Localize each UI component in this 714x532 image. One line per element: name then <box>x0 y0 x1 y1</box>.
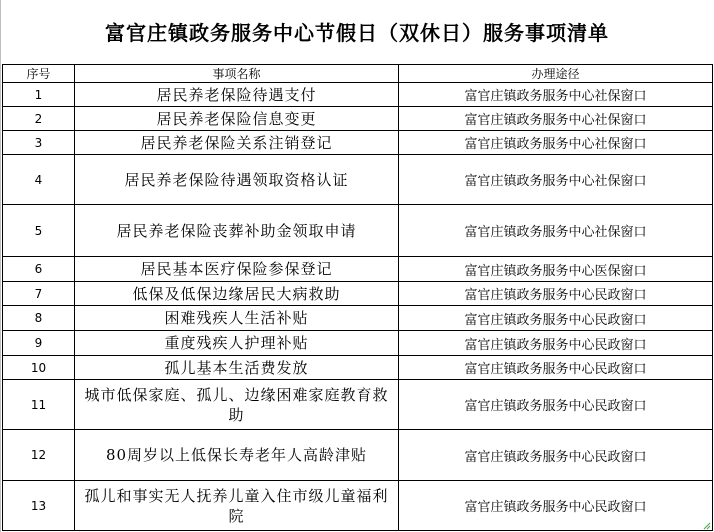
row-no: 3 <box>3 131 75 155</box>
table-row <box>3 107 713 131</box>
row-no: 12 <box>3 430 75 481</box>
header-name: 事项名称 <box>75 65 399 83</box>
row-no: 5 <box>3 205 75 257</box>
table-row <box>3 430 713 481</box>
row-name-text: 居民养老保险丧葬补助金领取申请 <box>116 221 357 240</box>
row-no: 13 <box>3 481 75 531</box>
row-name <box>75 83 399 107</box>
row-way: 富官庄镇政务服务中心民政窗口 <box>399 282 713 306</box>
row-way: 富官庄镇政务服务中心民政窗口 <box>399 380 713 430</box>
table-row <box>3 380 713 430</box>
table-row <box>3 83 713 107</box>
row-way: 富官庄镇政务服务中心民政窗口 <box>399 331 713 356</box>
row-name <box>75 306 399 331</box>
row-name-text: 低保及低保边缘居民大病救助 <box>132 284 341 303</box>
row-no: 11 <box>3 380 75 430</box>
table-row <box>3 155 713 205</box>
row-name-text: 居民养老保险待遇支付 <box>156 85 317 104</box>
row-no: 2 <box>3 107 75 131</box>
row-name <box>75 155 399 205</box>
row-name <box>75 257 399 282</box>
table-row <box>3 306 713 331</box>
row-no: 4 <box>3 155 75 205</box>
row-name-text: 80周岁以上低保长寿老年人高龄津贴 <box>105 446 368 464</box>
sheet-title: 富官庄镇政务服务中心节假日（双休日）服务事项清单 <box>105 21 609 45</box>
row-name <box>75 430 399 481</box>
row-way: 富官庄镇政务服务中心社保窗口 <box>399 205 713 257</box>
row-name-text: 城市低保家庭、孤儿、边缘困难家庭教育救助 <box>84 385 389 424</box>
row-no: 8 <box>3 306 75 331</box>
table-row <box>3 481 713 531</box>
row-name-text: 居民养老保险待遇领取资格认证 <box>124 170 349 189</box>
row-name-text: 居民养老保险信息变更 <box>156 109 317 128</box>
table-row <box>3 356 713 380</box>
row-way: 富官庄镇政务服务中心医保窗口 <box>399 257 713 282</box>
resize-grip-icon <box>703 522 711 530</box>
row-way: 富官庄镇政务服务中心社保窗口 <box>399 83 713 107</box>
row-name-text: 孤儿基本生活费发放 <box>164 358 309 377</box>
header-row <box>3 65 713 83</box>
row-no: 10 <box>3 356 75 380</box>
row-name <box>75 380 399 430</box>
row-name <box>75 205 399 257</box>
table-row <box>3 257 713 282</box>
table-row <box>3 131 713 155</box>
row-name <box>75 356 399 380</box>
table-row <box>3 331 713 356</box>
row-name-text: 困难残疾人生活补贴 <box>164 309 309 327</box>
table-row <box>3 205 713 257</box>
row-name <box>75 131 399 155</box>
gridline <box>0 0 1 532</box>
row-name <box>75 107 399 131</box>
row-name <box>75 282 399 306</box>
service-table <box>2 64 713 531</box>
row-way: 富官庄镇政务服务中心社保窗口 <box>399 155 713 205</box>
row-way: 富官庄镇政务服务中心社保窗口 <box>399 107 713 131</box>
row-no: 9 <box>3 331 75 356</box>
row-no: 7 <box>3 282 75 306</box>
row-name-text: 重度残疾人护理补贴 <box>164 334 309 352</box>
row-no: 1 <box>3 83 75 107</box>
row-way: 富官庄镇政务服务中心民政窗口 <box>399 356 713 380</box>
row-way: 富官庄镇政务服务中心民政窗口 <box>399 306 713 331</box>
row-name <box>75 481 399 531</box>
table-row <box>3 282 713 306</box>
row-way: 富官庄镇政务服务中心民政窗口 <box>399 430 713 481</box>
row-way: 富官庄镇政务服务中心社保窗口 <box>399 131 713 155</box>
row-name <box>75 331 399 356</box>
header-way: 办理途径 <box>399 65 713 83</box>
row-name-text: 居民基本医疗保险参保登记 <box>140 260 333 278</box>
header-no: 序号 <box>3 65 75 83</box>
row-no: 6 <box>3 257 75 282</box>
row-name-text: 孤儿和事实无人抚养儿童入住市级儿童福利院 <box>84 486 389 525</box>
row-way: 富官庄镇政务服务中心民政窗口 <box>399 481 713 531</box>
row-name-text: 居民养老保险关系注销登记 <box>140 133 333 152</box>
